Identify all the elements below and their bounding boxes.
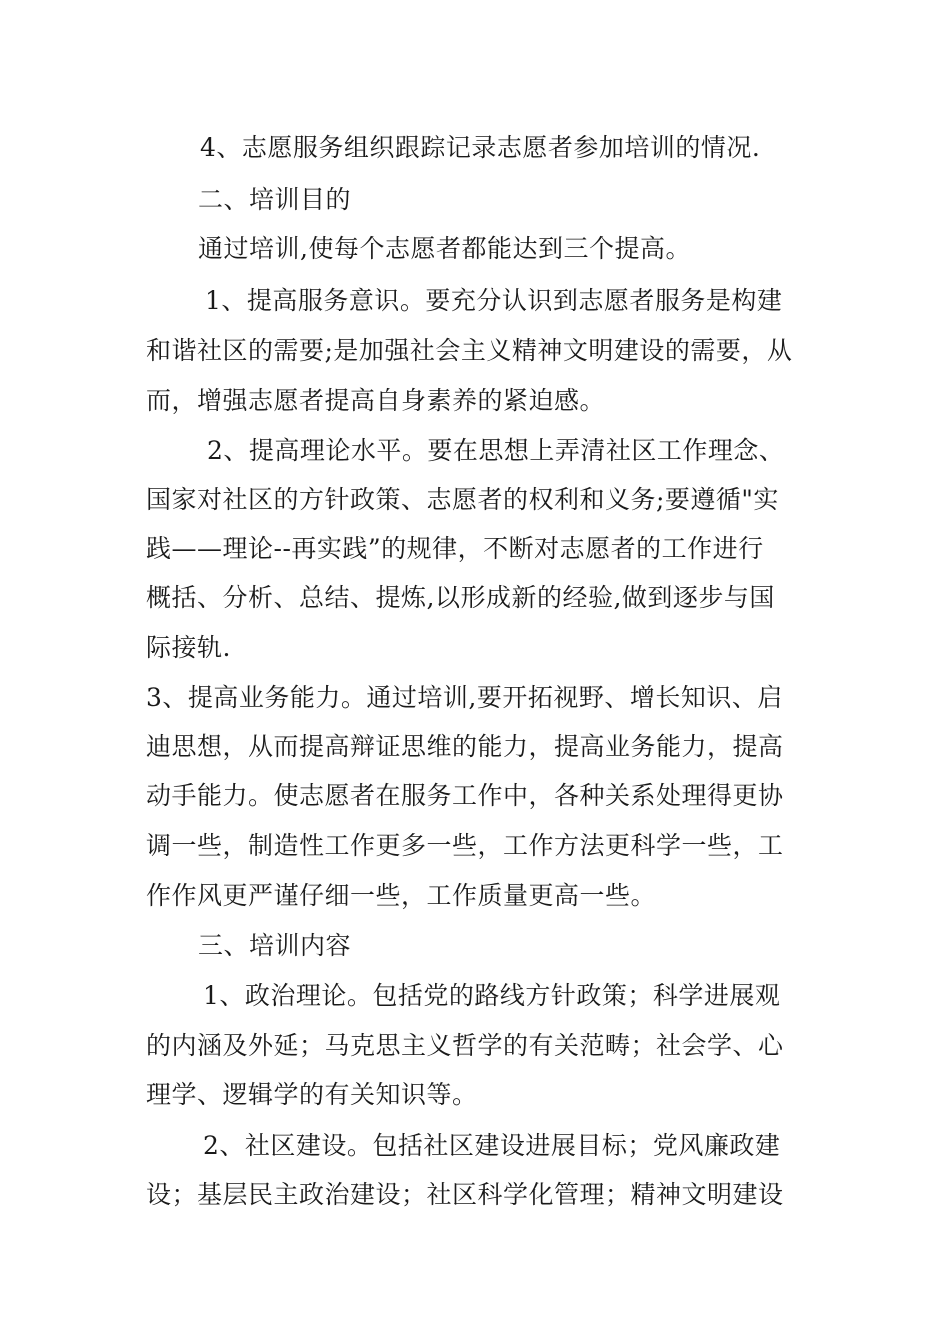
text-line: 和谐社区的需要;是加强社会主义精神文明建设的需要，从 <box>146 336 793 365</box>
text-line: 作作风更严谨仔细一些，工作质量更高一些。 <box>146 881 657 910</box>
text-line: 3、提高业务能力。通过培训,要开拓视野、增长知识、启 <box>146 683 783 712</box>
text-line: 2、提高理论水平。要在思想上弄清社区工作理念、 <box>207 436 785 465</box>
section-heading: 三、培训内容 <box>198 931 352 960</box>
text-line: 概括、分析、总结、提炼,以形成新的经验,做到逐步与国 <box>146 583 775 612</box>
text-line: 迪思想，从而提高辩证思维的能力，提高业务能力，提高 <box>146 732 784 761</box>
section-heading: 二、培训目的 <box>198 185 352 214</box>
text-line: 设；基层民主政治建设；社区科学化管理；精神文明建设 <box>146 1180 784 1209</box>
text-line: 调一些，制造性工作更多一些，工作方法更科学一些，工 <box>146 831 784 860</box>
text-line: 1、提高服务意识。要充分认识到志愿者服务是构建 <box>205 286 783 315</box>
text-line: 动手能力。使志愿者在服务工作中，各种关系处理得更协 <box>146 781 784 810</box>
text-line: 2、社区建设。包括社区建设进展目标；党风廉政建 <box>203 1131 781 1160</box>
text-line: 而，增强志愿者提高自身素养的紧迫感。 <box>146 386 606 415</box>
text-line: 通过培训,使每个志愿者都能达到三个提高。 <box>198 234 691 263</box>
text-line: 理学、逻辑学的有关知识等。 <box>146 1080 478 1109</box>
text-line: 国家对社区的方针政策、志愿者的权利和义务;要遵循"实 <box>146 485 779 514</box>
text-line: 的内涵及外延；马克思主义哲学的有关范畴；社会学、心 <box>146 1031 784 1060</box>
text-line: 际接轨. <box>146 633 231 662</box>
text-line: 1、政治理论。包括党的路线方针政策；科学进展观 <box>203 981 781 1010</box>
text-line: 4、志愿服务组织跟踪记录志愿者参加培训的情况. <box>200 133 761 162</box>
text-line: 践——理论--再实践”的规律，不断对志愿者的工作进行 <box>146 534 764 563</box>
